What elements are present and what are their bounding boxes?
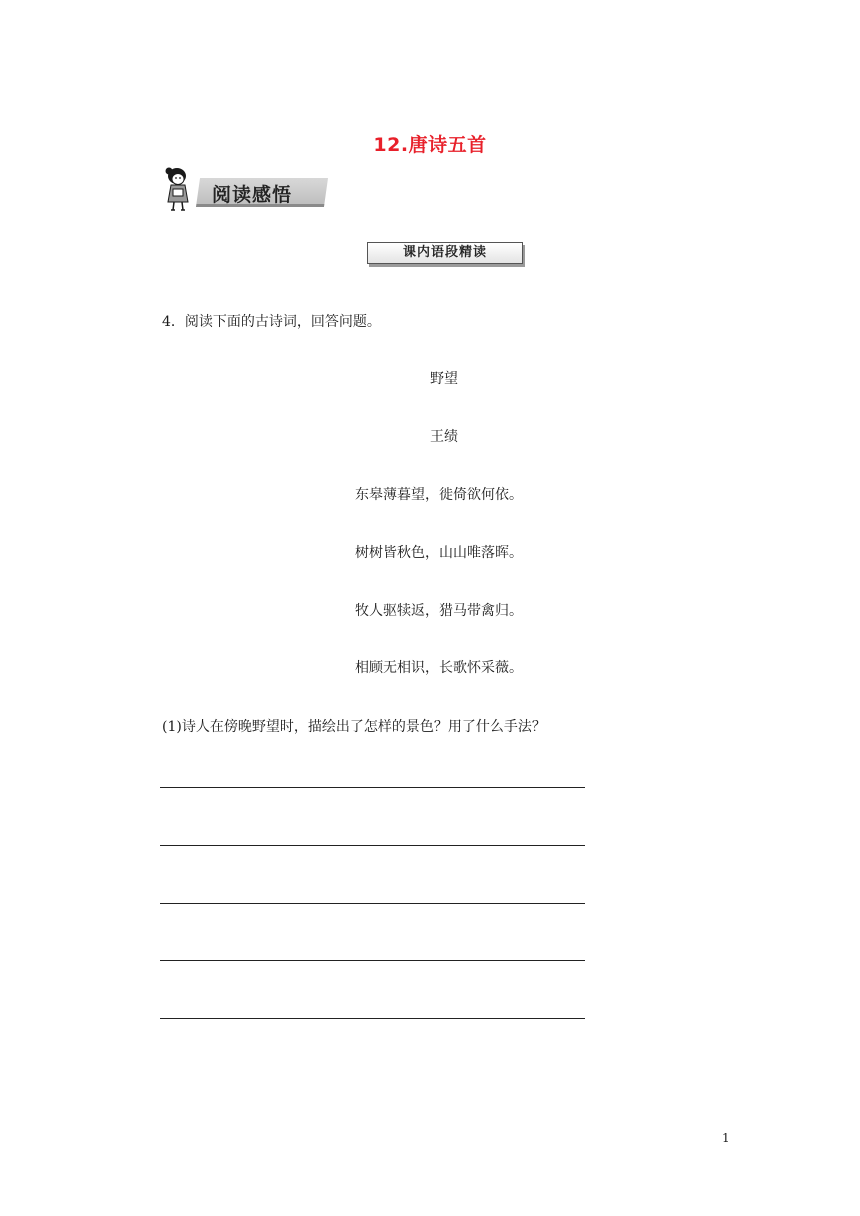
question-intro: 4．阅读下面的古诗词，回答问题。 <box>162 314 381 330</box>
answer-line[interactable] <box>160 845 585 846</box>
sub-question: (1)诗人在傍晚野望时，描绘出了怎样的景色？用了什么手法？ <box>162 719 546 735</box>
poem-line: 树树皆秋色，山山唯落晖。 <box>355 545 523 561</box>
answer-line[interactable] <box>160 903 585 904</box>
section-banner <box>160 166 328 212</box>
subsection-label: 课内语段精读 <box>367 242 523 264</box>
page-title: 12.唐诗五首 <box>373 134 487 156</box>
answer-line[interactable] <box>160 787 585 788</box>
poem-line: 相顾无相识，长歌怀采薇。 <box>355 660 523 676</box>
page-number: 1 <box>722 1131 730 1145</box>
poem-line: 牧人驱犊返，猎马带禽归。 <box>355 603 523 619</box>
section-banner-label: 阅读感悟 <box>212 184 293 206</box>
answer-line[interactable] <box>160 960 585 961</box>
answer-line[interactable] <box>160 1018 585 1019</box>
poem-author: 王绩 <box>430 429 458 445</box>
poem-line: 东皋薄暮望，徙倚欲何依。 <box>355 487 523 503</box>
poem-title: 野望 <box>430 371 458 387</box>
girl-reading-icon <box>160 166 200 212</box>
